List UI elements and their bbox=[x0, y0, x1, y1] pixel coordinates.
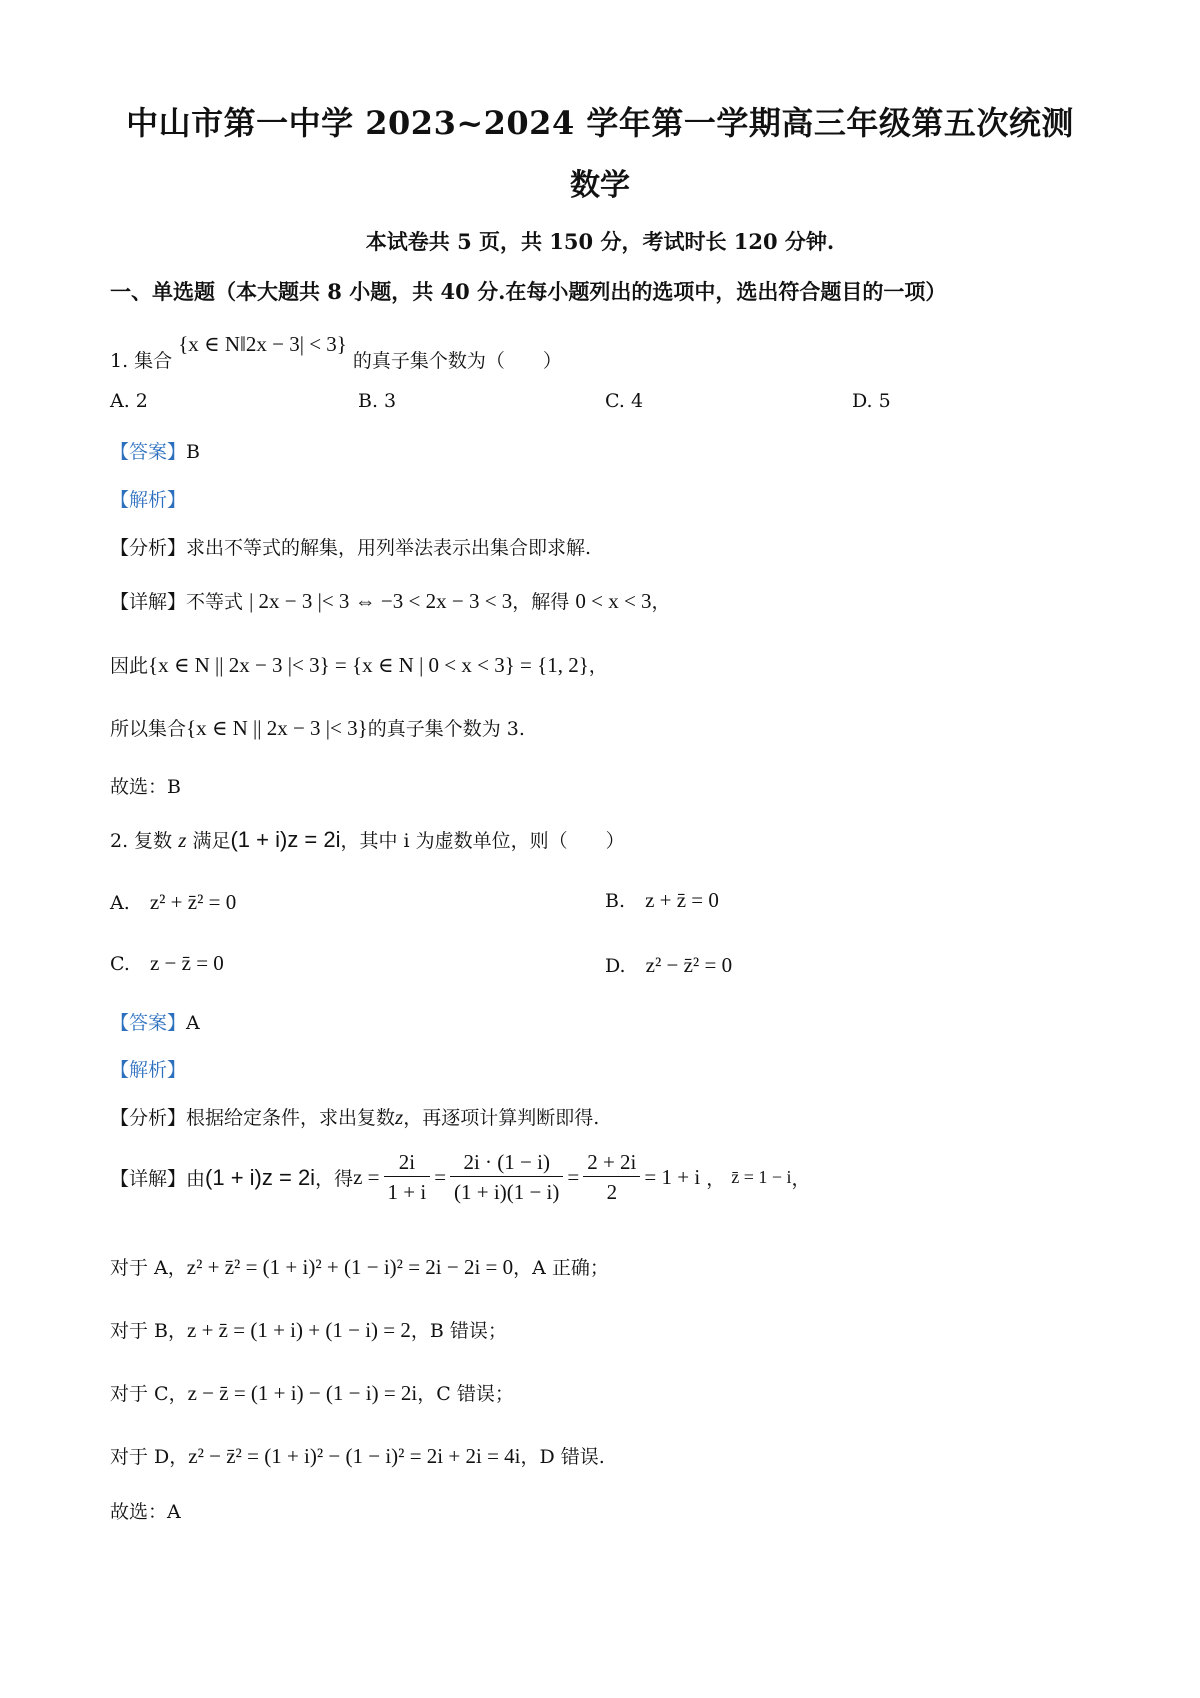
q1-line2 bbox=[110, 651, 608, 678]
q1-fenxi bbox=[110, 533, 591, 560]
subject-title: 数学 bbox=[570, 168, 630, 203]
q2-fenxi bbox=[110, 1103, 599, 1130]
fraction-2-num: 2i · (1 − i) bbox=[450, 1148, 563, 1177]
q2-option-b-label: B. bbox=[605, 890, 626, 912]
xiangjie-tag: 【详解】 bbox=[110, 1168, 187, 1190]
xj-conjugate: z̄ = 1 − i bbox=[731, 1167, 792, 1187]
line2-end: ， bbox=[588, 655, 608, 677]
line2-text: 因此 bbox=[110, 655, 149, 677]
q2-option-b bbox=[605, 888, 719, 913]
xiangjie-tag: 【详解】 bbox=[110, 591, 187, 613]
q2-option-a-label: A. bbox=[110, 892, 130, 914]
fenxi-text-b: ，再逐项计算判断即得. bbox=[403, 1107, 600, 1129]
q2-check-b bbox=[110, 1316, 507, 1343]
equals-sign: = bbox=[567, 1165, 580, 1189]
xj-result: = 1 + i bbox=[644, 1165, 701, 1189]
q2-cond-math: (1 + i)z = 2i bbox=[230, 827, 341, 852]
q2-option-d-label: D. bbox=[605, 955, 626, 977]
q2-check-c bbox=[110, 1379, 514, 1406]
q1-guxuan: 故选：B bbox=[110, 776, 181, 798]
q1-option-c: C. 4 bbox=[605, 390, 644, 412]
check-post: ，D 错误. bbox=[520, 1446, 605, 1468]
xiangjie-text: 不等式 bbox=[186, 591, 244, 613]
answer-tag: 【答案】 bbox=[110, 1012, 187, 1034]
xiangjie-mid: ，解得 bbox=[512, 591, 570, 613]
xiangjie-math1: | 2x − 3 |< 3 ⇔ −3 < 2x − 3 < 3 bbox=[249, 589, 513, 613]
q2-number: 2. 复数 bbox=[110, 830, 173, 852]
q2-answer bbox=[110, 1008, 200, 1035]
q2-option-d bbox=[605, 953, 732, 978]
q1-xiangjie bbox=[110, 587, 671, 614]
check-pre: 对于 D， bbox=[110, 1446, 189, 1468]
check-post: ，C 错误； bbox=[417, 1383, 514, 1405]
q1-line3 bbox=[110, 714, 525, 741]
check-post: ，A 正确； bbox=[513, 1257, 609, 1279]
q2-option-a-math: z² + z̄² = 0 bbox=[149, 890, 237, 914]
xiangjie-end: ， bbox=[651, 591, 671, 613]
fenxi-tag: 【分析】 bbox=[110, 537, 187, 559]
q2-option-c-math: z − z̄ = 0 bbox=[149, 951, 224, 975]
q2-cond-text: 满足 bbox=[192, 830, 231, 852]
xj-zeq: z = bbox=[353, 1165, 380, 1189]
check-pre: 对于 A， bbox=[110, 1257, 187, 1279]
q1-option-b: B. 3 bbox=[358, 390, 397, 412]
q2-stem bbox=[110, 826, 625, 853]
q1-stem bbox=[110, 332, 562, 373]
check-post: ，B 错误； bbox=[410, 1320, 507, 1342]
xiangjie-math2: 0 < x < 3 bbox=[575, 589, 652, 613]
line3-end: 的真子集个数为 3. bbox=[367, 718, 525, 740]
q1-tail: 的真子集个数为（ ） bbox=[352, 350, 562, 372]
fraction-1 bbox=[384, 1148, 431, 1207]
fenxi-text: 求出不等式的解集，用列举法表示出集合即求解. bbox=[186, 537, 592, 559]
check-math: z² − z̄² = (1 + i)² − (1 − i)² = 2i + 2i = 4i bbox=[188, 1444, 521, 1468]
q2-cond-tail: ，其中 i 为虚数单位，则（ ） bbox=[340, 830, 625, 852]
check-math: z − z̄ = (1 + i) − (1 − i) = 2i bbox=[187, 1381, 418, 1405]
fenxi-tag: 【分析】 bbox=[110, 1107, 187, 1129]
xj-cond: (1 + i)z = 2i bbox=[205, 1164, 316, 1190]
check-pre: 对于 C， bbox=[110, 1383, 188, 1405]
fraction-1-num: 2i bbox=[384, 1148, 431, 1177]
q1-option-d: D. 5 bbox=[852, 390, 891, 412]
fraction-3 bbox=[583, 1148, 640, 1207]
fraction-1-den: 1 + i bbox=[387, 1180, 427, 1204]
check-math: z + z̄ = (1 + i) + (1 − i) = 2 bbox=[187, 1318, 411, 1342]
q1-number: 1. 集合 bbox=[110, 350, 173, 372]
q2-jiexi: 【解析】 bbox=[110, 1059, 187, 1081]
q2-xiangjie: 【详解】 由 (1 + i)z = 2i ，得 z = $\frac{2i}{1 + i}$ = $\frac{2i \cdot (1 - i)}{(1 + i)(1 - i)}$ = $\frac{2 + 2i}{2}$ = 1 + i ， z̄ = 1 − i ， bbox=[110, 1148, 811, 1207]
fraction-3-den: 2 bbox=[606, 1180, 618, 1204]
q1-jiexi: 【解析】 bbox=[110, 489, 187, 511]
fraction-3-num: 2 + 2i bbox=[583, 1148, 640, 1177]
fraction-2-den: (1 + i)(1 − i) bbox=[454, 1180, 560, 1204]
q2-option-d-math: z² − z̄² = 0 bbox=[645, 953, 733, 977]
answer-value: B bbox=[186, 441, 200, 463]
q2-option-a bbox=[110, 890, 236, 915]
xj-you: 由 bbox=[186, 1168, 206, 1190]
q2-guxuan: 故选：A bbox=[110, 1501, 181, 1523]
q2-option-c-label: C. bbox=[110, 953, 130, 975]
q1-set: {x ∈ N‖2x − 3| < 3} bbox=[178, 332, 347, 356]
fenxi-text-a: 根据给定条件，求出复数 bbox=[186, 1107, 396, 1129]
section-heading: 一、单选题（本大题共 8 小题，共 40 分.在每小题列出的选项中，选出符合题目的一项） bbox=[110, 279, 947, 304]
equals-sign: = bbox=[434, 1165, 447, 1189]
answer-value: A bbox=[186, 1012, 200, 1034]
q2-check-a bbox=[110, 1253, 609, 1280]
line3-text: 所以集合 bbox=[110, 718, 187, 740]
q1-answer bbox=[110, 437, 200, 464]
answer-tag: 【答案】 bbox=[110, 441, 187, 463]
q2-option-c bbox=[110, 951, 224, 976]
check-math: z² + z̄² = (1 + i)² + (1 − i)² = 2i − 2i = 0 bbox=[186, 1255, 514, 1279]
fenxi-z: z bbox=[395, 1105, 404, 1129]
line3-math: {x ∈ N || 2x − 3 |< 3} bbox=[186, 716, 368, 740]
line2-math: {x ∈ N || 2x − 3 |< 3} = {x ∈ N | 0 < x < 3} = {1, 2} bbox=[148, 653, 589, 677]
q1-option-a: A. 2 bbox=[110, 390, 148, 412]
q2-check-d bbox=[110, 1442, 605, 1469]
xj-end: ， bbox=[791, 1168, 811, 1190]
fraction-2 bbox=[450, 1148, 563, 1207]
xj-de: ，得 bbox=[315, 1168, 354, 1190]
page-title: 中山市第一中学 2023~2024 学年第一学期高三年级第五次统测 bbox=[126, 104, 1074, 142]
q2-option-b-math: z + z̄ = 0 bbox=[645, 888, 719, 912]
check-pre: 对于 B， bbox=[110, 1320, 188, 1342]
exam-note: 本试卷共 5 页，共 150 分，考试时长 120 分钟. bbox=[365, 229, 835, 254]
q2-z: z bbox=[178, 828, 187, 852]
